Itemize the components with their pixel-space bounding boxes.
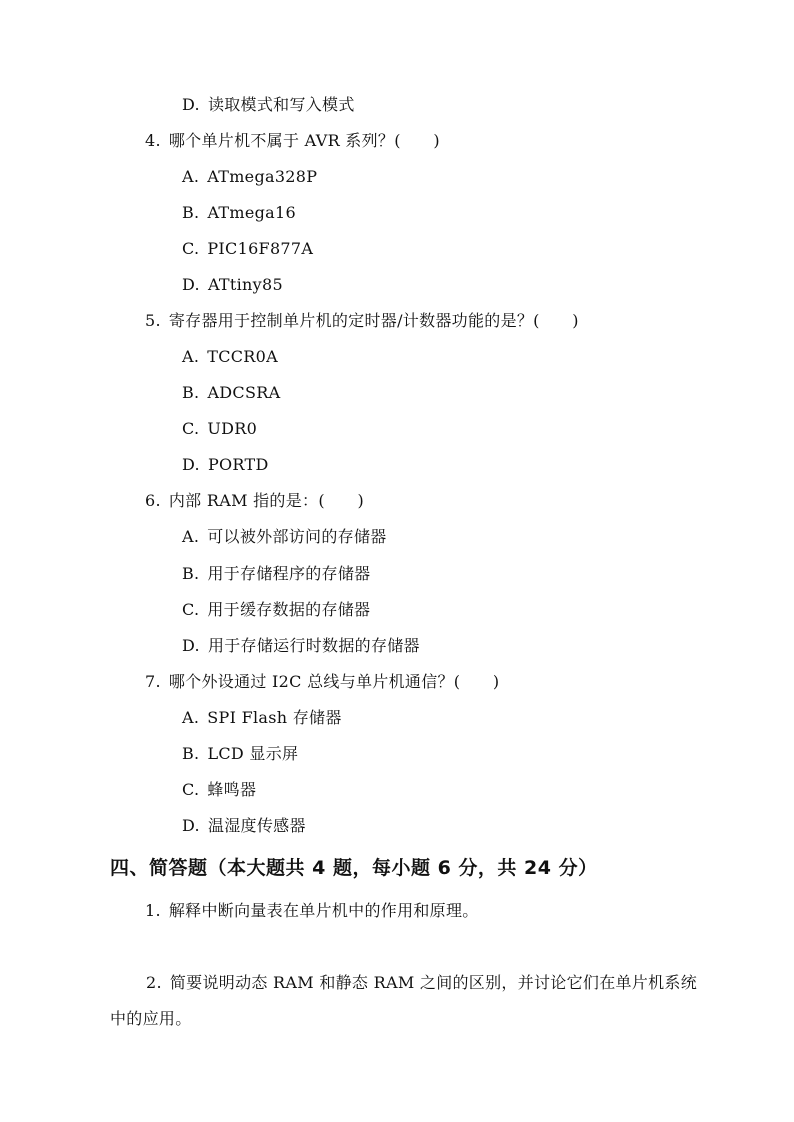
- option-text: ATtiny85: [207, 275, 283, 294]
- option-label: C.: [182, 239, 200, 258]
- option-label: D.: [182, 636, 200, 655]
- item-number: 1.: [145, 901, 161, 920]
- option-item: [182, 95, 355, 115]
- question-4: [145, 131, 440, 151]
- option-text: 蜂鸣器: [207, 780, 257, 799]
- option-label: B.: [182, 744, 200, 763]
- question-7: [145, 672, 499, 692]
- option-item: [182, 636, 420, 656]
- option-item: [182, 275, 283, 295]
- option-label: A.: [182, 527, 200, 546]
- option-item: [182, 600, 370, 620]
- question-6: [145, 491, 364, 511]
- option-item: [182, 564, 370, 584]
- option-label: C.: [182, 600, 200, 619]
- option-item: [182, 455, 269, 475]
- option-text: 读取模式和写入模式: [207, 95, 355, 114]
- question-5: [145, 311, 579, 331]
- question-number: 4.: [145, 131, 161, 150]
- short-answer-2: [110, 965, 700, 1037]
- option-label: A.: [182, 167, 200, 186]
- option-item: [182, 816, 306, 836]
- item-number: 2.: [146, 973, 162, 992]
- item-text: 解释中断向量表在单片机中的作用和原理。: [168, 901, 479, 920]
- option-text: 用于存储程序的存储器: [207, 564, 371, 583]
- option-text: PIC16F877A: [207, 239, 314, 258]
- option-item: [182, 527, 387, 547]
- option-label: B.: [182, 383, 200, 402]
- option-text: ATmega16: [207, 203, 296, 222]
- section-heading: 四、简答题（本大题共 4 题，每小题 6 分，共 24 分）: [110, 857, 598, 879]
- option-item: [182, 347, 278, 367]
- option-text: UDR0: [207, 419, 258, 438]
- question-text: 寄存器用于控制单片机的定时器/计数器功能的是？( ): [168, 311, 579, 330]
- option-item: [182, 708, 342, 728]
- short-answer-1: [145, 901, 479, 921]
- option-item: [182, 744, 298, 764]
- option-label: B.: [182, 564, 200, 583]
- option-text: LCD 显示屏: [207, 744, 299, 763]
- option-item: [182, 419, 257, 439]
- option-item: [182, 167, 317, 187]
- question-text: 内部 RAM 指的是：( ): [168, 491, 365, 510]
- option-item: [182, 239, 313, 259]
- question-text: 哪个单片机不属于 AVR 系列？( ): [168, 131, 440, 150]
- question-text: 哪个外设通过 I2C 总线与单片机通信？( ): [168, 672, 500, 691]
- option-text: 温湿度传感器: [207, 816, 306, 835]
- option-label: A.: [182, 708, 200, 727]
- option-label: B.: [182, 203, 200, 222]
- option-label: D.: [182, 275, 200, 294]
- option-text: 用于存储运行时数据的存储器: [207, 636, 420, 655]
- question-number: 5.: [145, 311, 161, 330]
- question-number: 7.: [145, 672, 161, 691]
- option-label: C.: [182, 780, 200, 799]
- option-text: ATmega328P: [207, 167, 318, 186]
- option-text: PORTD: [207, 455, 269, 474]
- option-label: D.: [182, 816, 200, 835]
- question-number: 6.: [145, 491, 161, 510]
- option-label: A.: [182, 347, 200, 366]
- option-item: [182, 203, 296, 223]
- option-text: SPI Flash 存储器: [207, 708, 342, 727]
- option-label: C.: [182, 419, 200, 438]
- option-label: D.: [182, 95, 200, 114]
- item-text: 简要说明动态 RAM 和静态 RAM 之间的区别，并讨论它们在单片机系统中的应用。: [110, 973, 697, 1028]
- option-item: [182, 383, 280, 403]
- option-text: TCCR0A: [207, 347, 278, 366]
- option-text: 可以被外部访问的存储器: [207, 527, 387, 546]
- option-item: [182, 780, 256, 800]
- option-text: 用于缓存数据的存储器: [207, 600, 371, 619]
- option-text: ADCSRA: [207, 383, 281, 402]
- option-label: D.: [182, 455, 200, 474]
